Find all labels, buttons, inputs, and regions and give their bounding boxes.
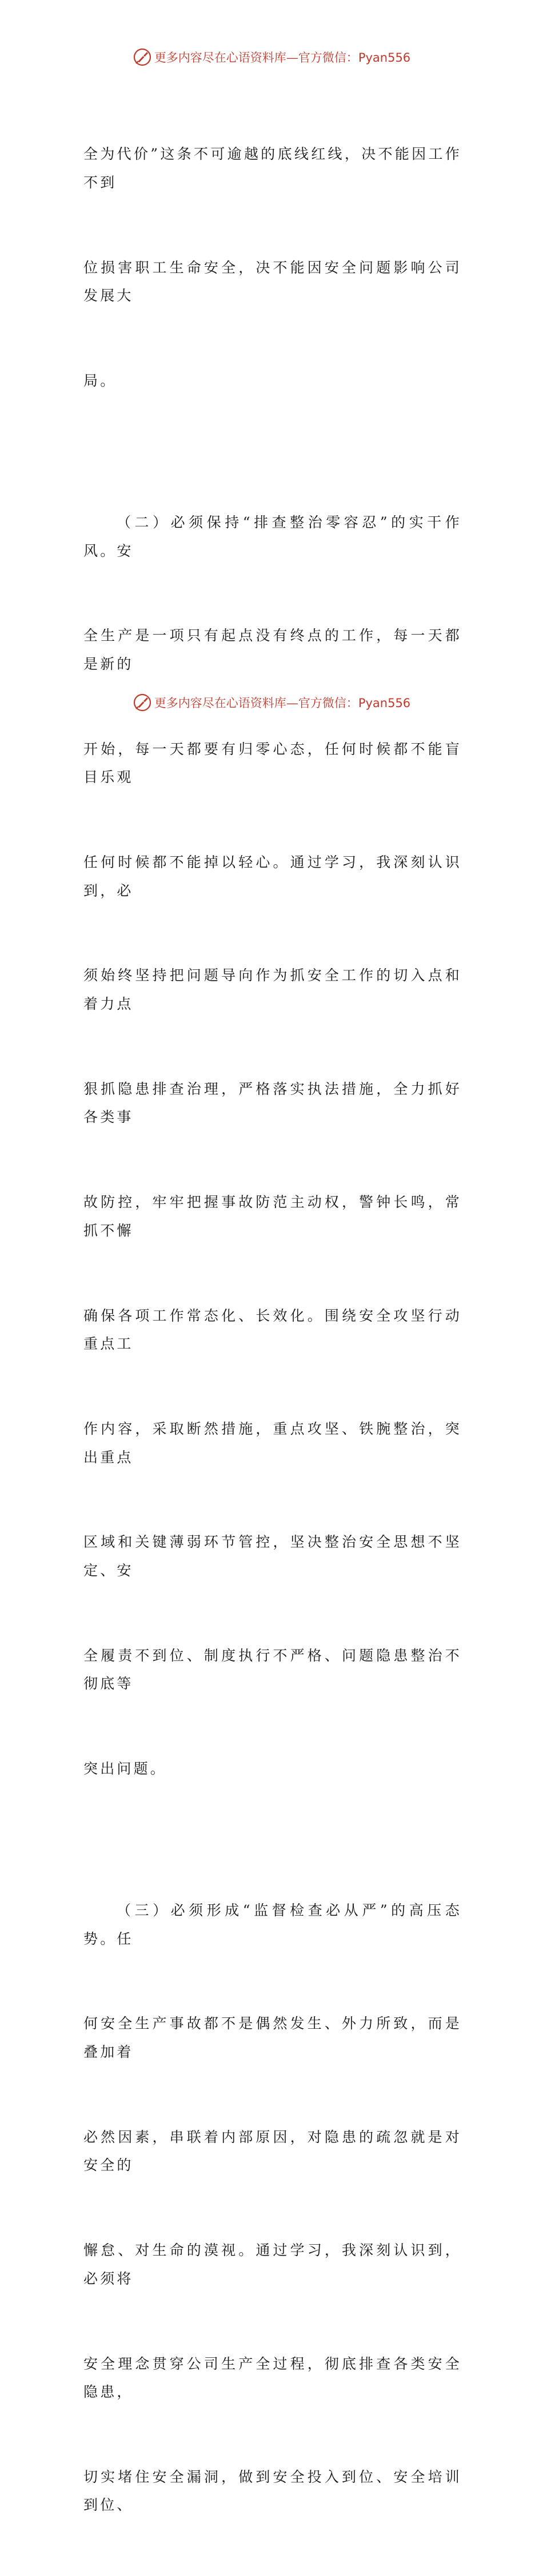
quill-pen-logo-icon <box>133 47 152 67</box>
header-site-text: 更多内容尽在心语资料库 <box>154 51 286 65</box>
text-line: 确保各项工作常态化、长效化。围绕安全攻坚行动重点工 <box>83 1307 462 1353</box>
footer-banner <box>0 690 543 715</box>
header-banner <box>0 45 543 70</box>
text-line: 开始，每一天都要有归零心态，任何时候都不能盲目乐观 <box>83 740 462 786</box>
text-line: 位损害职工生命安全，决不能因安全问题影响公司发展大 <box>83 259 462 304</box>
text-line: 局。 <box>83 372 117 389</box>
text-line: 全生产是一项只有起点没有终点的工作，每一天都是新的 <box>83 627 462 672</box>
text-line: 何安全生产事故都不是偶然发生、外力所致，而是叠加着 <box>83 2015 462 2060</box>
paragraph-1 <box>83 83 462 452</box>
header-separator: — <box>286 51 298 65</box>
text-line: 懈怠、对生命的漠视。通过学习，我深刻认识到，必须将 <box>83 2242 462 2287</box>
footer-wechat-label: 官方微信： <box>298 696 358 710</box>
text-line: 故防控，牢牢把握事故防范主动权，警钟长鸣，常抓不懈 <box>83 1194 462 1239</box>
text-line: 狠抓隐患排查治理，严格落实执法措施，全力抓好各类事 <box>83 1080 462 1126</box>
text-line: 任何时候都不能掉以轻心。通过学习，我深刻认识到，必 <box>83 854 462 899</box>
document-body <box>83 83 462 2576</box>
text-line: （三）必须形成“监督检查必从严”的高压态势。任 <box>83 1902 462 1947</box>
header-wechat-id: Pyan556 <box>358 51 411 65</box>
text-line: 作内容，采取断然措施，重点攻坚、铁腕整治，突出重点 <box>83 1420 462 1466</box>
header-text <box>154 49 410 66</box>
text-line: 区域和关键薄弱环节管控，坚决整治安全思想不坚定、安 <box>83 1534 462 1579</box>
footer-site-text: 更多内容尽在心语资料库 <box>154 696 286 710</box>
header-wechat-label: 官方微信： <box>298 51 358 65</box>
text-line: 安全理念贯穿公司生产全过程，彻底排查各类安全隐患， <box>83 2355 462 2401</box>
text-line: 全履责不到位、制度执行不严格、问题隐患整治不彻底等 <box>83 1647 462 1692</box>
footer-text <box>154 694 410 711</box>
text-line: 须始终坚持把问题导向作为抓安全工作的切入点和着力点 <box>83 967 462 1012</box>
text-line: （二）必须保持“排查整治零容忍”的实干作风。安 <box>83 513 462 559</box>
quill-pen-logo-icon <box>133 693 152 712</box>
text-line: 切实堵住安全漏洞，做到安全投入到位、安全培训到位、 <box>83 2468 462 2514</box>
footer-separator: — <box>286 696 298 710</box>
footer-wechat-id: Pyan556 <box>358 696 411 710</box>
paragraph-3 <box>83 1840 462 2576</box>
paragraph-2 <box>83 452 462 1840</box>
text-line: 全为代价”这条不可逾越的底线红线，决不能因工作不到 <box>83 146 462 191</box>
text-line: 必然因素，串联着内部原因，对隐患的疏忽就是对安全的 <box>83 2128 462 2174</box>
text-line: 突出问题。 <box>83 1760 167 1777</box>
